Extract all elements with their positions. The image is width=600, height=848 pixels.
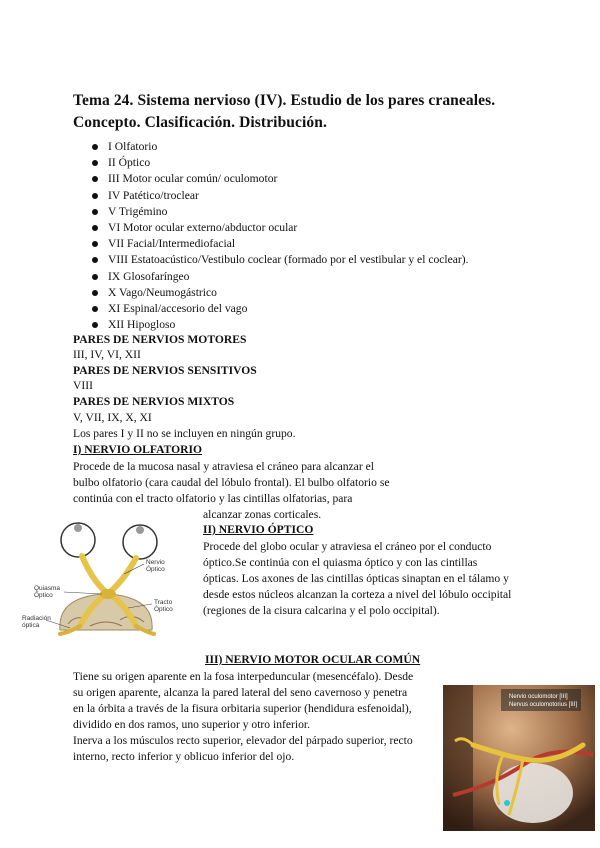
olfatorio-line: continúa con el tracto olfatorio y las cintillas olfatorias, para [73,492,353,505]
oculomotor-photo [443,685,595,831]
cranial-nerve-list [92,139,469,333]
label-quiasma: Quiasma [34,585,61,592]
label-radiacion: Radiación [22,615,51,622]
label-optico: Óptico [146,566,165,573]
oculomotor-line: Tiene su origen aparente en la fosa interpeduncular (mesencéfalo). Desde [73,670,414,683]
label-tracto: Tracto [154,599,173,606]
title-line-1: Tema 24. Sistema nervioso (IV). Estudio de los pares craneales. [73,92,496,109]
sensory-heading: PARES DE NERVIOS SENSITIVOS [73,364,257,377]
label-quiasma-2: Óptico [34,592,53,599]
sensory-list: VIII [73,379,93,392]
list-item: VI Motor ocular externo/abductor ocular [92,220,469,236]
right-lens [136,526,144,534]
brainstem [493,763,573,823]
oculomotor-line: dividido en dos ramos, uno superior y otro inferior. [73,718,310,731]
optico-line: Procede del globo ocular y atraviesa el cráneo por el conducto [203,540,492,553]
list-item: X Vago/Neumogástrico [92,285,469,301]
oculomotor-heading: III) NERVIO MOTOR OCULAR COMÚN [205,653,421,666]
left-lens [74,524,82,532]
photo-shadow [443,685,473,831]
pointer-line [64,592,102,594]
olfatorio-line: alcanzar zonas corticales. [203,508,322,521]
oculomotor-line: Inerva a los músculos recto superior, elevador del párpado superior, recto [73,734,413,747]
optico-line: óptico.Se continúa con el quiasma óptico y con las cintillas [203,556,478,569]
list-item: XII Hipogloso [92,317,469,333]
optico-line: ópticas. Los axones de las cintillas ópticas sinaptan en el tálamo y [203,572,509,585]
left-optic-nerve [82,556,106,592]
optico-heading: II) NERVIO ÓPTICO [203,523,314,536]
list-item: XI Espinal/accesorio del vago [92,301,469,317]
photo-label-2: Nervus oculomotorius [III] [509,702,578,708]
optico-line: desde estos núcleos alcanzan la corteza a nivel del lóbulo occipital [203,588,512,601]
list-item: I Olfatorio [92,139,469,155]
mixed-list: V, VII, IX, X, XI [73,411,152,424]
mixed-heading: PARES DE NERVIOS MIXTOS [73,395,235,408]
label-radiacion-2: óptica [22,622,40,629]
right-optic-nerve [110,558,136,592]
list-item: V Trigémino [92,204,469,220]
optico-line: (regiones de la cisura calcarina y el polo occipital). [203,604,440,617]
motor-heading: PARES DE NERVIOS MOTORES [73,333,247,346]
oculomotor-line: su origen aparente, alcanza la pared lateral del seno cavernoso y penetra [73,686,408,699]
title-line-2: Concepto. Clasificación. Distribución. [73,114,327,131]
motor-list: III, IV, VI, XII [73,348,141,361]
optic-chiasm [100,589,116,599]
page-title [73,90,553,134]
list-item: VIII Estatoacústico/Vestibulo coclear (formado por el vestibular y el coclear). [92,252,469,268]
optic-pathway-figure [20,518,198,638]
list-item: VII Facial/Intermediofacial [92,236,469,252]
photo-label-1: Nervio oculomotor [III] [509,694,568,700]
label-tracto-2: Óptico [154,606,173,613]
oculomotor-line: en la órbita a través de la fisura orbitaria superior (hendidura esfenoidal), [73,702,412,715]
list-item: IX Glosofaríngeo [92,269,469,285]
list-item: II Óptico [92,155,469,171]
olfatorio-line: Procede de la mucosa nasal y atraviesa el cráneo para alcanzar el [73,460,374,473]
list-item: III Motor ocular común/ oculomotor [92,171,469,187]
olfatorio-line: bulbo olfatorio (cara caudal del lóbulo frontal). El bulbo olfatorio se [73,476,390,489]
olfatorio-heading: I) NERVIO OLFATORIO [73,443,203,456]
marker-point [504,800,510,806]
oculomotor-line: interno, recto inferior y oblicuo inferior del ojo. [73,750,295,763]
label-nervio: Nervio [146,559,165,566]
list-item: IV Patético/troclear [92,188,469,204]
groups-note: Los pares I y II no se incluyen en ningún grupo. [73,427,296,440]
